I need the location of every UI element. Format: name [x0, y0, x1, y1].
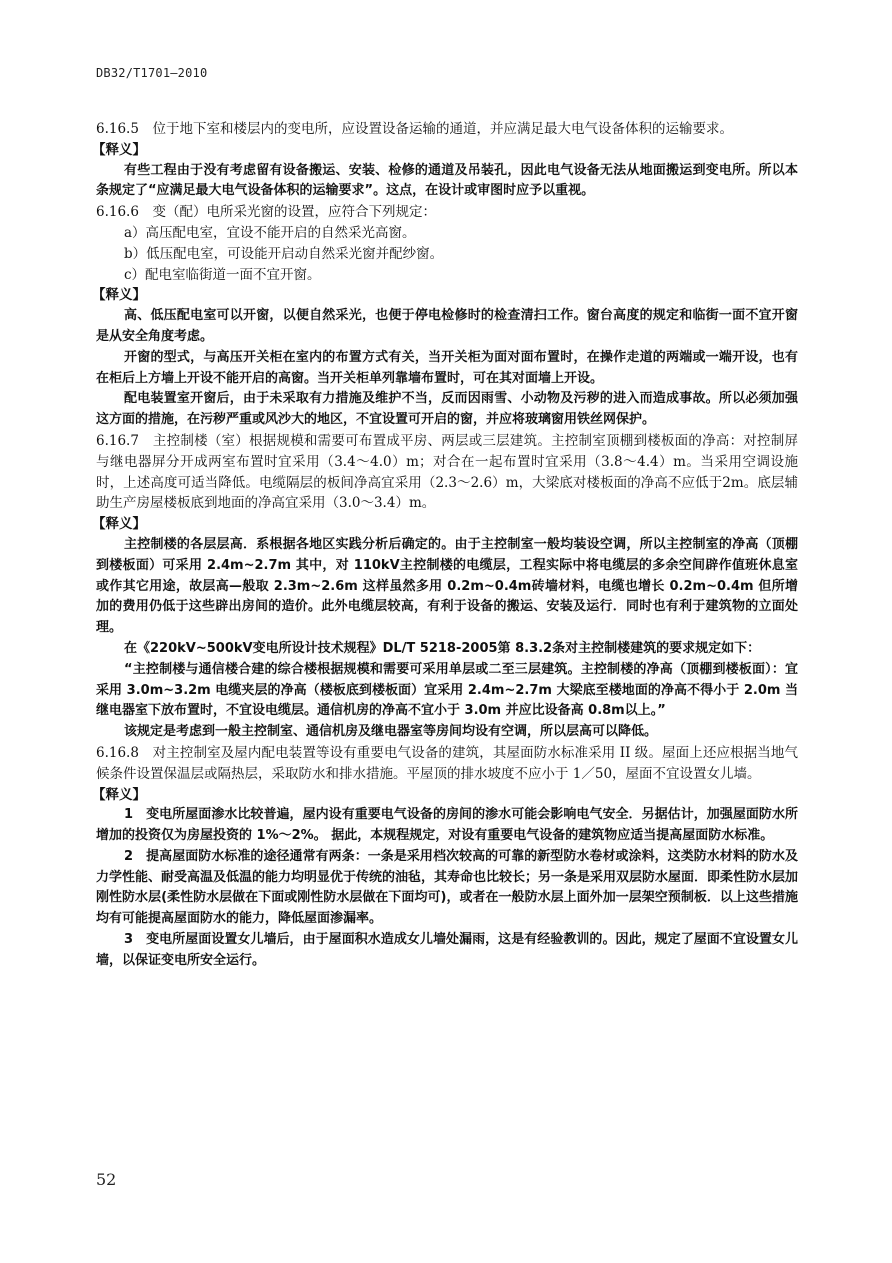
explanation-paragraph: 该规定是考虑到一般主控制室、通信机房及继电器室等房间均设有空调，所以层高可以降低。 [124, 724, 658, 740]
explanation-paragraph: 配电装置室开窗后，由于未采取有力措施及维护不当，反而因雨雪、小动物及污秽的进入而造成事故。所以必须加强这方面的措施，在污秽严重或风沙大的地区，不宜设置可开启的窗，并应将玻璃窗用铁丝网保护。 [96, 391, 798, 428]
explanation-paragraph: 有些工程由于没有考虑留有设备搬运、安装、检修的通道及吊装孔，因此电气设备无法从地面搬运到变电所。所以本条规定了“应满足最大电气设备体积的运输要求”。这点，在设计或审图时应予以重视。 [96, 162, 798, 199]
note-heading: 【释义】 [92, 141, 146, 158]
explanation-point-3: 3 变电所屋面设置女儿墙后，由于屋面积水造成女儿墙处漏雨，这是有经验教训的。因此，规定了屋面不宜设置女儿墙，以保证变电所安全运行。 [96, 932, 798, 968]
quoted-regulation: “主控制楼与通信楼合建的综合楼根据规模和需要可采用单层或二至三层建筑。主控制楼的净高（顶棚到楼板面）：宜采用 3.0m~3.2m 电缆夹层的净高（楼板底到楼板面）宜采用 2.4m~2.7m 大梁底至楼地面的净高不得小于 2.0m 当继电器室下放布置时，不宜设电缆层。通信机房的净高不宜小于 3.0m 并应比设备高 0.8m以上。” [96, 661, 798, 719]
list-item-b: b）低压配电室，可设能开启动自然采光窗并配纱窗。 [124, 245, 444, 262]
clause-6-16-7: 6.16.7 主控制楼（室）根据规模和需要可布置成平房、两层或三层建筑。主控制室顶棚到楼板面的净高：对控制屏与继电器屏分开成两室布置时宜采用（3.4～4.0）m；对合在一起布置时宜采用（3.8～4.4）m。当采用空调设施时，上述高度可适当降低。电缆隔层的板间净高宜采用（2.3～2.6）m，大梁底对楼板面的净高不应低于2m。底层辅助生产房屋楼板底到地面的净高宜采用（3.0～3.4）m。 [96, 432, 798, 512]
explanation-paragraph: 在《220kV~500kV变电所设计技术规程》DL/T 5218-2005第 8.3.2条对主控制楼建筑的要求规定如下： [124, 640, 761, 656]
note-heading: 【释义】 [92, 786, 146, 803]
note-heading: 【释义】 [92, 287, 146, 304]
explanation-point-1: 1 变电所屋面渗水比较普遍，屋内设有重要电气设备的房间的渗水可能会影响电气安全．另据估计，加强屋面防水所增加的投资仅为房屋投资的 1%～2%。 据此，本规程规定，对设有重要电气设备的建筑物应适当提高屋面防水标准。 [96, 807, 798, 844]
note-heading: 【释义】 [92, 516, 146, 533]
clause-6-16-6: 6.16.6 变（配）电所采光窗的设置，应符合下列规定： [96, 204, 436, 221]
explanation-paragraph: 开窗的型式，与高压开关柜在室内的布置方式有关，当开关柜为面对面布置时，在操作走道的两端或一端开设，也有在柜后上方墙上开设不能开启的高窗。当开关柜单列靠墙布置时，可在其对面墙上开设。 [96, 349, 798, 386]
clause-6-16-5: 6.16.5 位于地下室和楼层内的变电所，应设置设备运输的通道，并应满足最大电气设备体积的运输要求。 [96, 121, 733, 137]
body-text [92, 119, 799, 972]
explanation-paragraph: 主控制楼的各层层高．系根据各地区实践分析后确定的。由于主控制室一般均装设空调，所以主控制室的净高（顶棚到楼板面）可采用 2.4m~2.7m 其中，对 110kV主控制楼的电缆层，工程实际中将电缆层的多余空间辟作值班休息室或作其它用途，故层高—般取 2.3m~2.6m 这样虽然多用 0.2m~0.4m砖墙材料，电缆也增长 0.2m~0.4m 但所增加的费用仍低于这些辟出房间的造价。此外电缆层较高，有利于设备的搬运、安装及运行．同时也有利于建筑物的立面处理。 [96, 536, 798, 636]
list-item-a: a）高压配电室，宜设不能开启的自然采光高窗。 [124, 224, 416, 241]
list-item-c: c）配电室临街道一面不宜开窗。 [124, 266, 321, 283]
explanation-paragraph: 高、低压配电室可以开窗，以便自然采光，也便于停电检修时的检查清扫工作。窗台高度的规定和临街一面不宜开窗是从安全角度考虑。 [96, 308, 798, 344]
page-number: 52 [96, 1170, 117, 1189]
explanation-point-2: 2 提高屋面防水标准的途径通常有两条：一条是采用档次较高的可靠的新型防水卷材或涂料，这类防水材料的防水及力学性能、耐受高温及低温的能力均明显优于传统的油毡，其寿命也比较长；另一条是采用双层防水屋面．即柔性防水层加刚性防水层(柔性防水层做在下面或刚性防水层做在下面均可)，或者在一般防水层上面外加一层架空预制板．以上这些措施均有可能提高屋面防水的能力，降低屋面渗漏率。 [96, 848, 799, 927]
clause-6-16-8: 6.16.8 对主控制室及屋内配电装置等设有重要电气设备的建筑，其屋面防水标准采用 II 级。屋面上还应根据当地气候条件设置保温层或隔热层，采取防水和排水措施。平屋顶的排水坡度不应小于 1／50，屋面不宜设置女儿墙。 [96, 744, 798, 782]
document-code-header: DB32/T1701—2010 [96, 66, 208, 80]
